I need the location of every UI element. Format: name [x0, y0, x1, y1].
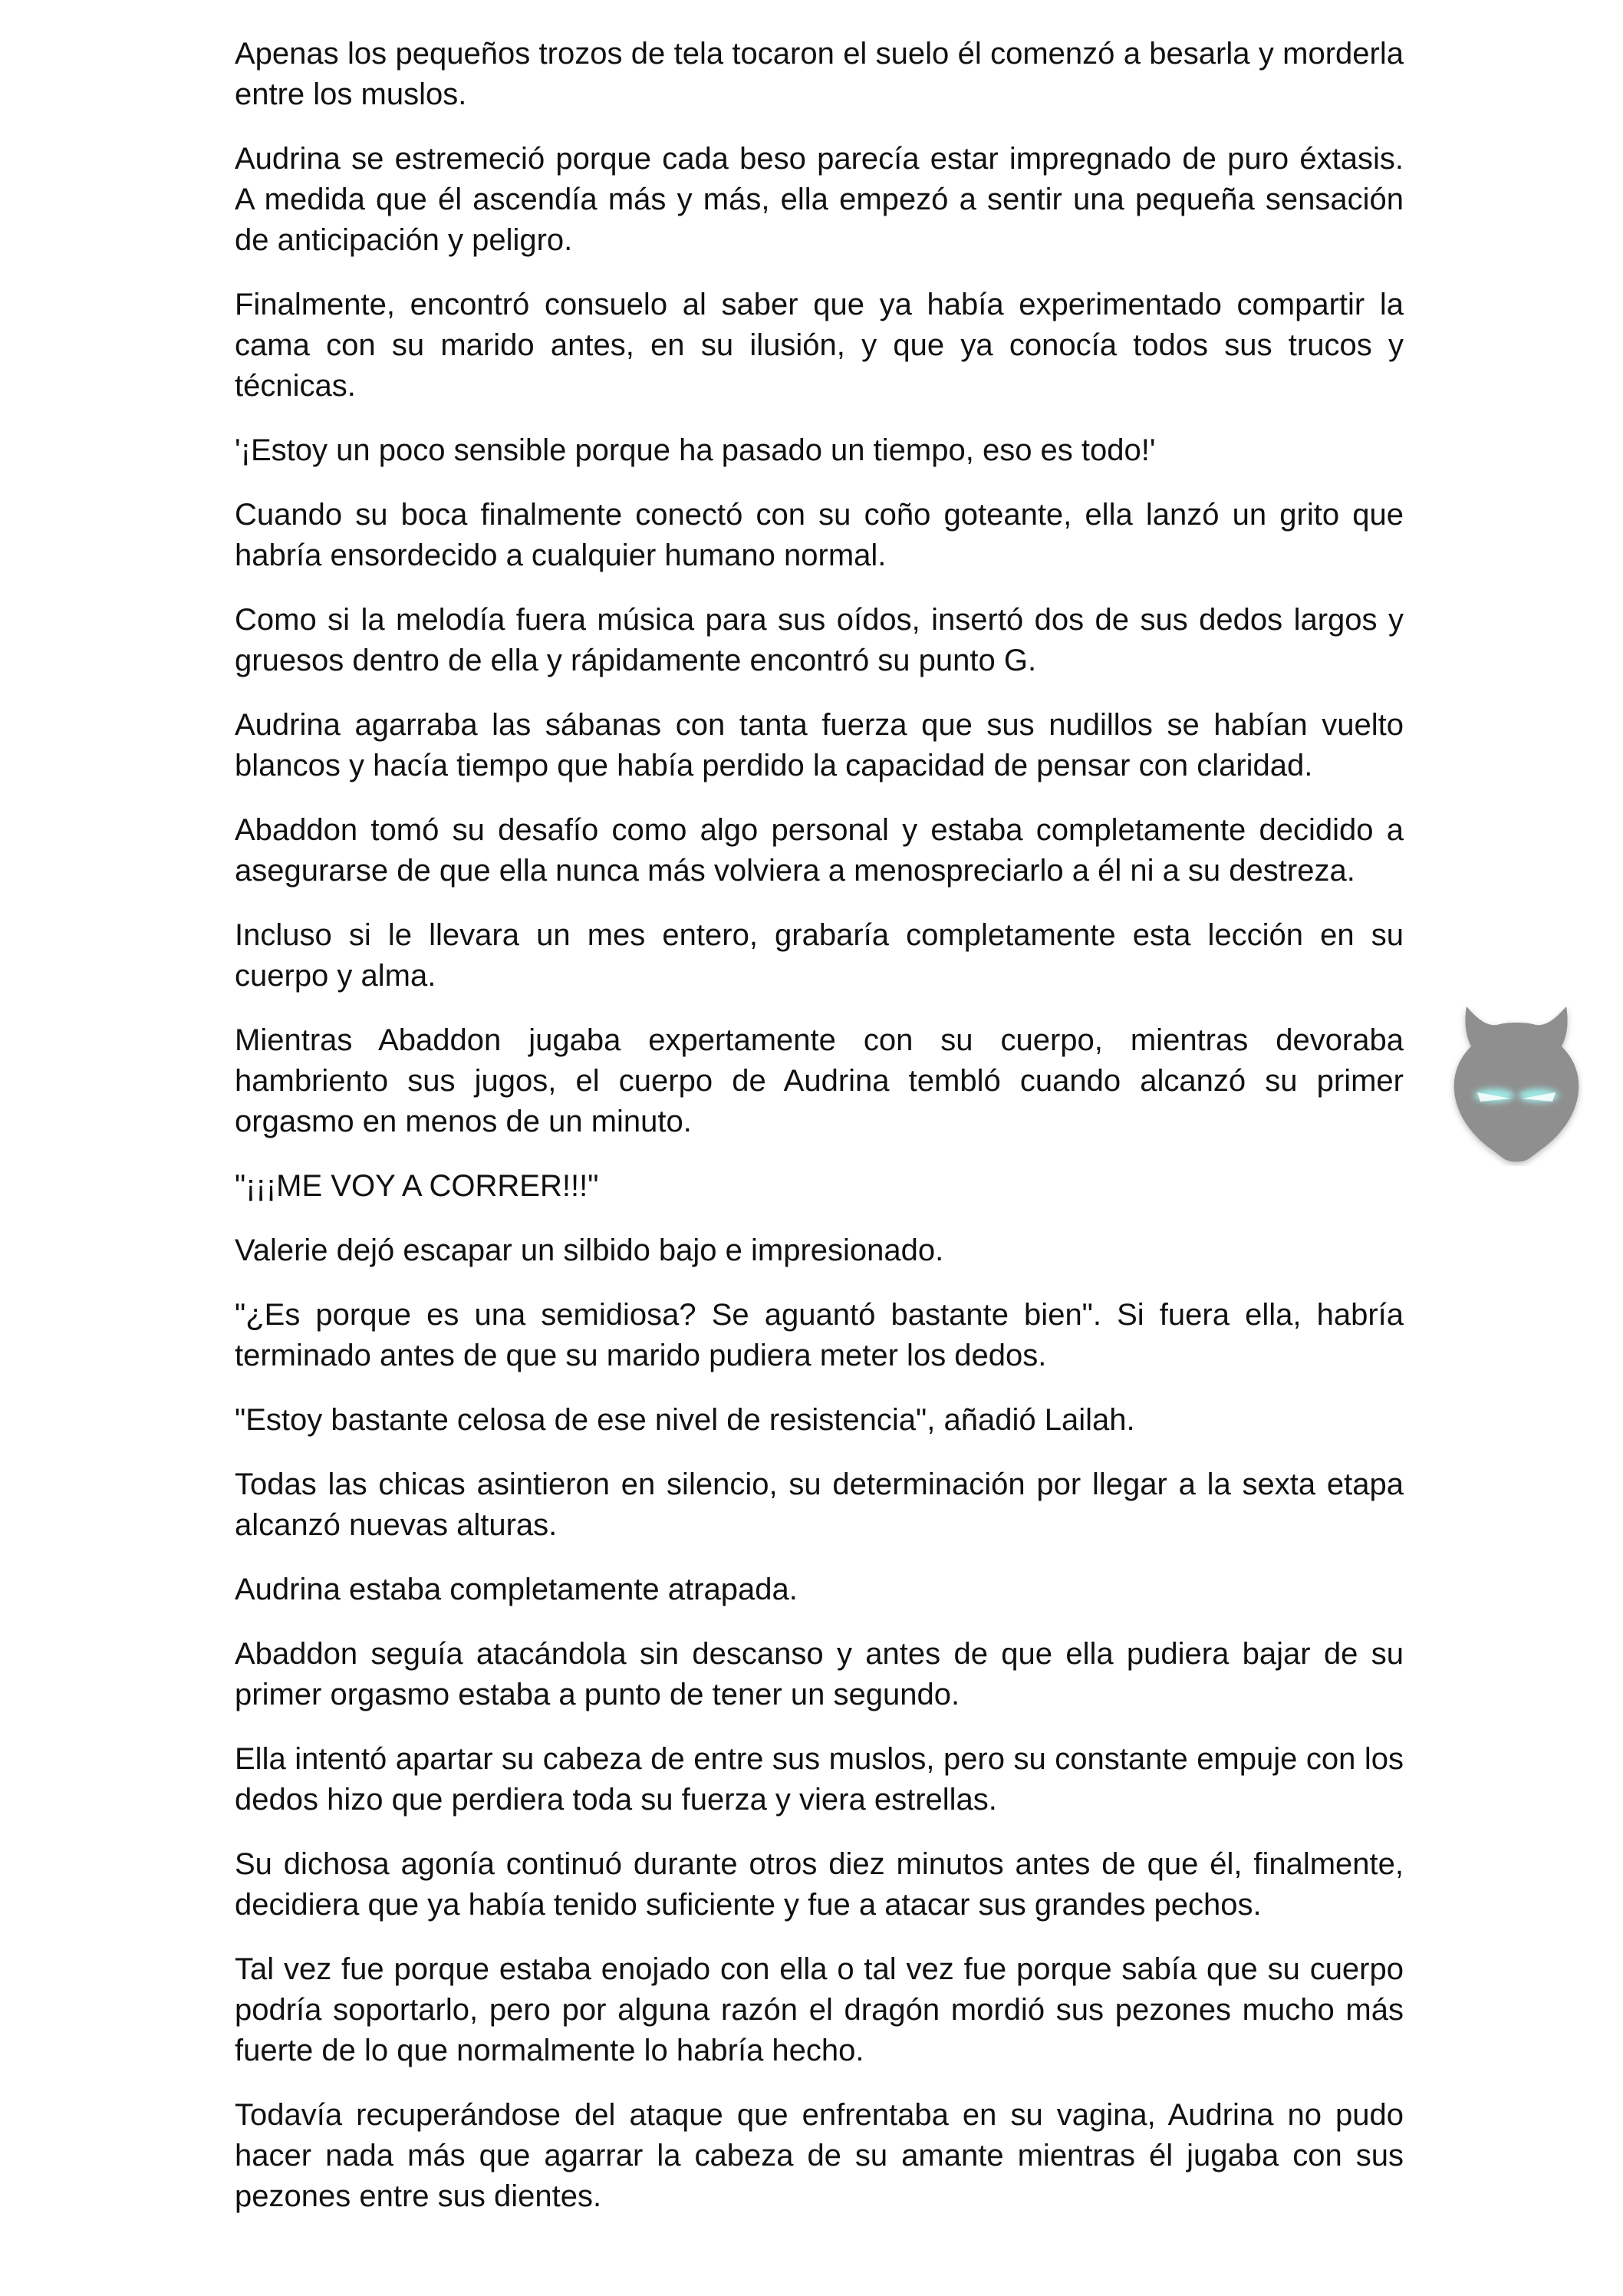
paragraph: Todas las chicas asintieron en silencio, su determinación por llegar a la sexta etapa alcanzó nuevas alturas.: [235, 1468, 1404, 1542]
paragraph: Apenas los pequeños trozos de tela tocaron el suelo él comenzó a besarla y morderla entre los muslos.: [235, 37, 1404, 111]
paragraph: Finalmente, encontró consuelo al saber que ya había experimentado compartir la cama con su marido antes, en su ilusión, y que ya conocía todos sus trucos y técnicas.: [235, 288, 1404, 403]
paragraph: Audrina estaba completamente atrapada.: [235, 1573, 798, 1606]
paragraph: '¡Estoy un poco sensible porque ha pasado un tiempo, eso es todo!': [235, 433, 1156, 467]
paragraph: Audrina agarraba las sábanas con tanta fuerza que sus nudillos se habían vuelto blancos y hacía tiempo que había perdido la capacidad de pensar con claridad.: [235, 708, 1404, 782]
paragraph: "¡¡¡ME VOY A CORRER!!!": [235, 1169, 599, 1203]
paragraph: Todavía recuperándose del ataque que enfrentaba en su vagina, Audrina no pudo hacer nada más que agarrar la cabeza de su amante mientras él jugaba con sus pezones entre sus dientes.: [235, 2098, 1404, 2213]
paragraph: Incluso si le llevara un mes entero, grabaría completamente esta lección en su cuerpo y alma.: [235, 918, 1404, 993]
paragraph: Abaddon tomó su desafío como algo personal y estaba completamente decidido a asegurarse de que ella nunca más volviera a menospreciarlo a él ni a su destreza.: [235, 813, 1404, 888]
paragraph: Su dichosa agonía continuó durante otros diez minutos antes de que él, finalmente, decidiera que ya había tenido suficiente y fue a atacar sus grandes pechos.: [235, 1847, 1404, 1922]
horned-demon-head-icon: [1444, 997, 1589, 1166]
text-column: [235, 34, 1404, 2241]
paragraph: Ella intentó apartar su cabeza de entre sus muslos, pero su constante empuje con los dedos hizo que perdiera toda su fuerza y viera estrellas.: [235, 1742, 1404, 1817]
paragraph: "¿Es porque es una semidiosa? Se aguantó bastante bien". Si fuera ella, habría terminado antes de que su marido pudiera meter los dedos.: [235, 1298, 1404, 1372]
paragraph: Cuando su boca finalmente conectó con su coño goteante, ella lanzó un grito que habría ensordecido a cualquier humano normal.: [235, 498, 1404, 572]
paragraph: Tal vez fue porque estaba enojado con ella o tal vez fue porque sabía que su cuerpo podría soportarlo, pero por alguna razón el dragón mordió sus pezones mucho más fuerte de lo que normalmente lo habría hecho.: [235, 1952, 1404, 2067]
paragraph: Abaddon seguía atacándola sin descanso y antes de que ella pudiera bajar de su primer orgasmo estaba a punto de tener un segundo.: [235, 1637, 1404, 1711]
paragraph: Mientras Abaddon jugaba expertamente con su cuerpo, mientras devoraba hambriento sus jugos, el cuerpo de Audrina tembló cuando alcanzó su primer orgasmo en menos de un minuto.: [235, 1023, 1404, 1138]
paragraph: Audrina se estremeció porque cada beso parecía estar impregnado de puro éxtasis. A medida que él ascendía más y más, ella empezó a sentir una pequeña sensación de anticipación y peligro.: [235, 142, 1404, 257]
paragraph: "Estoy bastante celosa de ese nivel de resistencia", añadió Lailah.: [235, 1403, 1135, 1437]
paragraph: Valerie dejó escapar un silbido bajo e impresionado.: [235, 1234, 944, 1267]
watermark-logo: [1444, 997, 1589, 1166]
paragraph: Como si la melodía fuera música para sus oídos, insertó dos de sus dedos largos y gruesos dentro de ella y rápidamente encontró su punto G.: [235, 603, 1404, 677]
